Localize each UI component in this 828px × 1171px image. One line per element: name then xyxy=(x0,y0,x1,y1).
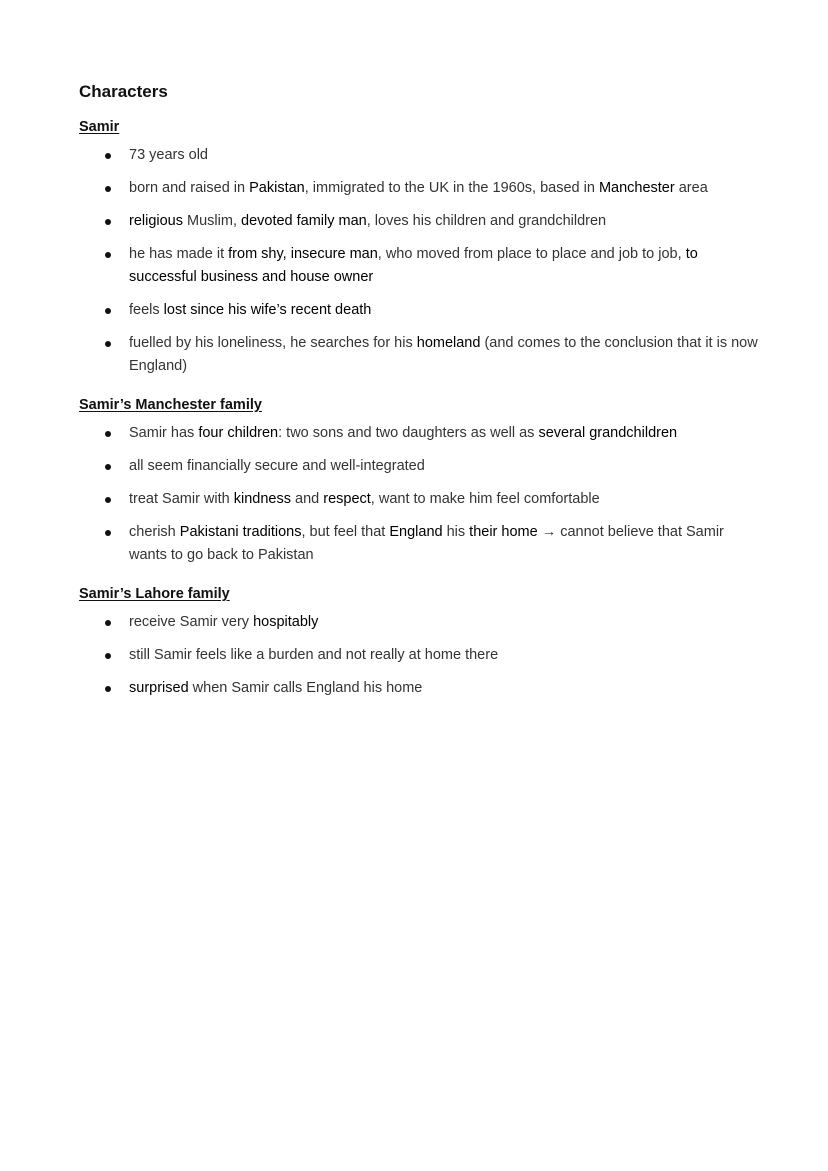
document-page xyxy=(79,80,759,700)
emphasis-text: hospitably xyxy=(253,614,319,630)
section-heading: Samir’s Lahore family xyxy=(79,586,230,602)
body-text: born and raised in xyxy=(129,180,250,196)
bullet-icon xyxy=(105,153,111,159)
body-text: when Samir calls England his home xyxy=(188,680,423,696)
body-text: , who moved from place to place and job to job, xyxy=(377,246,686,262)
body-text: Muslim, xyxy=(183,213,241,229)
emphasis-text: devoted family man xyxy=(241,213,367,229)
list-item xyxy=(79,243,759,289)
bullet-icon xyxy=(105,186,111,192)
section-manchester-family xyxy=(79,395,759,567)
page-title: Characters xyxy=(79,82,168,101)
emphasis-text: respect xyxy=(323,491,371,507)
body-text: : two sons and two daughters as well as xyxy=(278,425,539,441)
list-item xyxy=(79,332,759,378)
bullet-icon xyxy=(105,464,111,470)
body-text: treat Samir with xyxy=(129,491,234,507)
list-item xyxy=(79,644,759,667)
emphasis-text: their home xyxy=(469,524,538,540)
body-text: , immigrated to the UK in the 1960s, based in xyxy=(304,180,599,196)
bullet-icon xyxy=(105,308,111,314)
emphasis-text: surprised xyxy=(129,680,189,696)
body-text: , but feel that xyxy=(301,524,390,540)
emphasis-text: religious xyxy=(129,213,183,229)
body-text: and xyxy=(290,491,324,507)
list-item xyxy=(79,677,759,700)
body-text: 73 years old xyxy=(129,147,208,163)
list-item xyxy=(79,521,759,567)
bullet-icon xyxy=(105,252,111,258)
body-text: feels xyxy=(129,302,164,318)
emphasis-text: lost since his wife’s recent death xyxy=(163,302,372,318)
bullet-icon xyxy=(105,431,111,437)
bullet-icon xyxy=(105,497,111,503)
list-item xyxy=(79,422,759,445)
emphasis-text: from shy, insecure man xyxy=(228,246,378,262)
body-text: → cannot believe that Samir wants to go back to Pakistan xyxy=(129,524,724,563)
bullet-icon xyxy=(105,653,111,659)
body-text: all seem financially secure and well-integrated xyxy=(129,458,425,474)
body-text: Samir has xyxy=(129,425,199,441)
list-item xyxy=(79,299,759,322)
emphasis-text: to successful business and house owner xyxy=(129,246,698,285)
list-item xyxy=(79,455,759,478)
list-item xyxy=(79,210,759,233)
section-lahore-family xyxy=(79,584,759,700)
emphasis-text: four children xyxy=(198,425,279,441)
emphasis-text: Pakistan xyxy=(249,180,305,196)
bullet-list xyxy=(79,422,759,567)
emphasis-text: England xyxy=(389,524,443,540)
section-heading: Samir’s Manchester family xyxy=(79,397,262,413)
body-text: , loves his children and grandchildren xyxy=(366,213,607,229)
bullet-icon xyxy=(105,620,111,626)
body-text: receive Samir very xyxy=(129,614,254,630)
body-text: still Samir feels like a burden and not really at home there xyxy=(129,647,499,663)
emphasis-text: several grandchildren xyxy=(538,425,678,441)
bullet-icon xyxy=(105,686,111,692)
bullet-list xyxy=(79,144,759,378)
section-heading: Samir xyxy=(79,119,120,135)
list-item xyxy=(79,488,759,511)
emphasis-text: kindness xyxy=(233,491,291,507)
list-item xyxy=(79,611,759,634)
body-text: area xyxy=(674,180,708,196)
body-text: cherish xyxy=(129,524,180,540)
body-text: his xyxy=(442,524,470,540)
bullet-icon xyxy=(105,341,111,347)
emphasis-text: homeland xyxy=(416,335,481,351)
body-text: , want to make him feel comfortable xyxy=(370,491,600,507)
body-text: (and comes to the conclusion that it is now England) xyxy=(129,335,758,374)
bullet-list xyxy=(79,611,759,700)
body-text: fuelled by his loneliness, he searches for his xyxy=(129,335,417,351)
emphasis-text: Pakistani traditions xyxy=(179,524,302,540)
list-item xyxy=(79,177,759,200)
bullet-icon xyxy=(105,530,111,536)
section-samir xyxy=(79,117,759,378)
bullet-icon xyxy=(105,219,111,225)
body-text: he has made it xyxy=(129,246,229,262)
emphasis-text: Manchester xyxy=(598,180,675,196)
list-item xyxy=(79,144,759,167)
